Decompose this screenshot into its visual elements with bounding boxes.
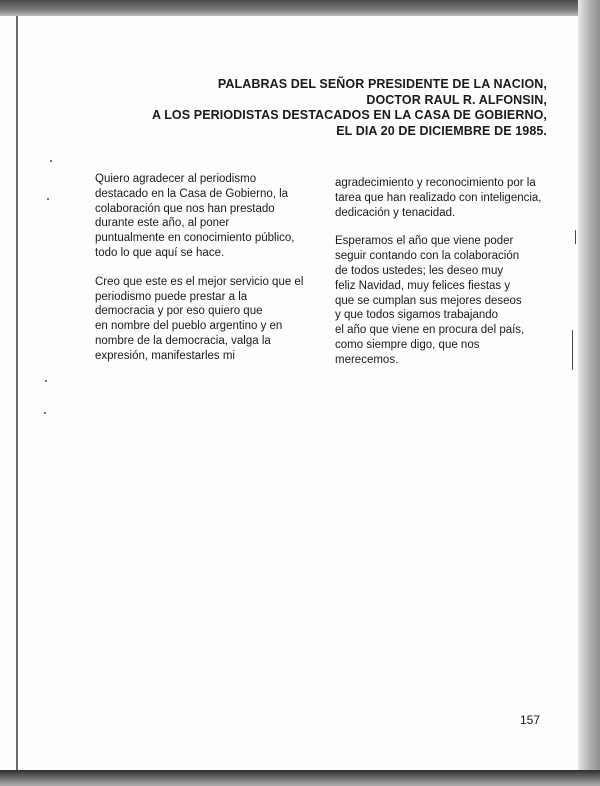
text-line: en nombre del pueblo argentino y en — [95, 320, 283, 333]
text-line: que se cumplan sus mejores deseos — [335, 294, 522, 307]
scan-speck — [44, 412, 46, 414]
left-text-column — [95, 172, 305, 378]
scan-speck — [50, 160, 52, 162]
title-line: PALABRAS DEL SEÑOR PRESIDENTE DE LA NACION, — [217, 77, 547, 91]
text-line: como siempre digo, que nos — [335, 338, 480, 351]
text-line: Esperamos el año que viene poder — [335, 235, 514, 248]
scan-border-left — [16, 16, 18, 771]
title-line: EL DIA 20 DE DICIEMBRE DE 1985. — [336, 123, 547, 138]
text-line: seguir contando con la colaboración — [335, 250, 520, 263]
paragraph — [335, 176, 550, 220]
right-text-column — [335, 176, 550, 382]
paragraph — [95, 172, 305, 261]
scan-speck — [572, 330, 573, 370]
text-line: dedicación y tenacidad. — [335, 206, 456, 219]
text-line: Quiero agradecer al periodismo — [95, 173, 257, 185]
scan-speck — [575, 230, 576, 244]
text-line: feliz Navidad, muy felices fiestas y — [335, 279, 511, 292]
text-line: de todos ustedes; les deseo muy — [335, 264, 504, 277]
title-line: A LOS PERIODISTAS DESTACADOS EN LA CASA DE GOBIERNO, — [151, 108, 547, 122]
text-line: nombre de la democracia, valga la — [95, 334, 271, 347]
speech-title — [127, 77, 547, 139]
paragraph — [95, 275, 305, 364]
text-line: todo lo que aquí se hace. — [95, 246, 225, 259]
title-line: DOCTOR RAUL R. ALFONSIN, — [366, 92, 547, 107]
text-line: agradecimiento y reconocimiento por la — [335, 177, 536, 189]
scan-speck — [45, 380, 47, 382]
text-line: Creo que este es el mejor servicio que el — [95, 275, 304, 288]
text-line: y que todos sigamos trabajando — [335, 309, 499, 322]
page-number: 157 — [520, 713, 541, 727]
text-line: tarea que han realizado con inteligencia, — [335, 191, 542, 204]
text-line: colaboración que nos han prestado — [95, 202, 275, 215]
text-line: expresión, manifestarles mi — [95, 349, 235, 362]
text-line: el año que viene en procura del país, — [335, 324, 525, 337]
text-line: destacado en la Casa de Gobierno, la — [95, 187, 289, 200]
scan-border-bottom — [0, 770, 600, 786]
text-line: periodismo puede prestar a la — [95, 290, 248, 303]
text-line: durante este año, al poner — [95, 217, 230, 230]
scan-border-right — [578, 0, 600, 786]
text-line: democracia y por eso quiero que — [95, 305, 263, 318]
scan-border-top — [0, 0, 600, 16]
paragraph — [335, 234, 550, 367]
scan-speck — [47, 198, 49, 200]
text-line: merecemos. — [335, 353, 399, 366]
text-line: puntualmente en conocimiento público, — [95, 232, 295, 245]
